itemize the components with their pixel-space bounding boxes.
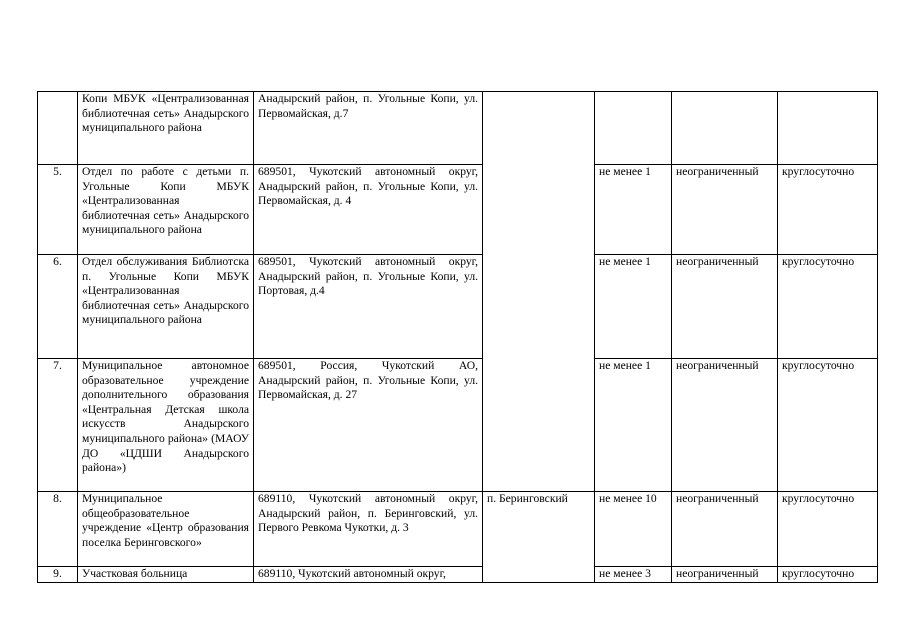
table-row [38,165,878,255]
facility-address: Анадырский район, п. Угольные Копи, ул. Первомайская, д.7 [254,92,483,165]
facility-name: Муниципальное общеобразовательное учреждение «Центр образования поселка Беринговского» [78,492,254,567]
max-capacity: неограниченный [672,165,778,255]
min-capacity: не менее 1 [595,165,672,255]
table-row [38,359,878,492]
row-number: 6. [38,255,78,359]
max-capacity: неограниченный [672,567,778,583]
facility-name: Муниципальное автономное образовательное учреждение дополнительного образования «Центральная Детская школа искусств Анадырского муниципального района» (МАОУ ДО «ЦДШИ Анадырского района») [78,359,254,492]
working-hours: круглосуточно [778,165,878,255]
facility-name: Копи МБУК «Централизованная библиотечная сеть» Анадырского муниципального района [78,92,254,165]
min-capacity [595,92,672,165]
settlement-cell: п. Беринговский [483,492,595,583]
facility-name: Участковая больница [78,567,254,583]
min-capacity: не менее 10 [595,492,672,567]
min-capacity: не менее 1 [595,255,672,359]
working-hours [778,92,878,165]
facility-address: 689501, Россия, Чукотский АО, Анадырский район, п. Угольные Копи, ул. Первомайская, д. 27 [254,359,483,492]
facility-name: Отдел по работе с детьми п. Угольные Копи МБУК «Централизованная библиотечная сеть» Анадырского муниципального района [78,165,254,255]
table-row [38,567,878,583]
working-hours: круглосуточно [778,567,878,583]
min-capacity: не менее 1 [595,359,672,492]
facility-name: Отдел обслуживания Библиотска п. Угольные Копи МБУК «Централизованная библиотечная сеть» Анадырского муниципального района [78,255,254,359]
max-capacity [672,92,778,165]
table-row [38,92,878,165]
working-hours: круглосуточно [778,255,878,359]
facility-address: 689110, Чукотский автономный округ, [254,567,483,583]
facility-address: 689110, Чукотский автономный округ, Анадырский район, п. Беринговский, ул. Первого Ревкома Чукотки, д. 3 [254,492,483,567]
max-capacity: неограниченный [672,492,778,567]
row-number: 7. [38,359,78,492]
row-number: 8. [38,492,78,567]
min-capacity: не менее 3 [595,567,672,583]
working-hours: круглосуточно [778,359,878,492]
table-row [38,492,878,567]
max-capacity: неограниченный [672,359,778,492]
document-table [37,91,878,583]
row-number: 9. [38,567,78,583]
table-row [38,255,878,359]
facility-address: 689501, Чукотский автономный округ, Анадырский район, п. Угольные Копи, ул. Первомайская, д. 4 [254,165,483,255]
facility-address: 689501, Чукотский автономный округ, Анадырский район, п. Угольные Копи, ул. Портовая, д.4 [254,255,483,359]
row-number: 5. [38,165,78,255]
settlement-cell [483,92,595,492]
working-hours: круглосуточно [778,492,878,567]
max-capacity: неограниченный [672,255,778,359]
row-number [38,92,78,165]
